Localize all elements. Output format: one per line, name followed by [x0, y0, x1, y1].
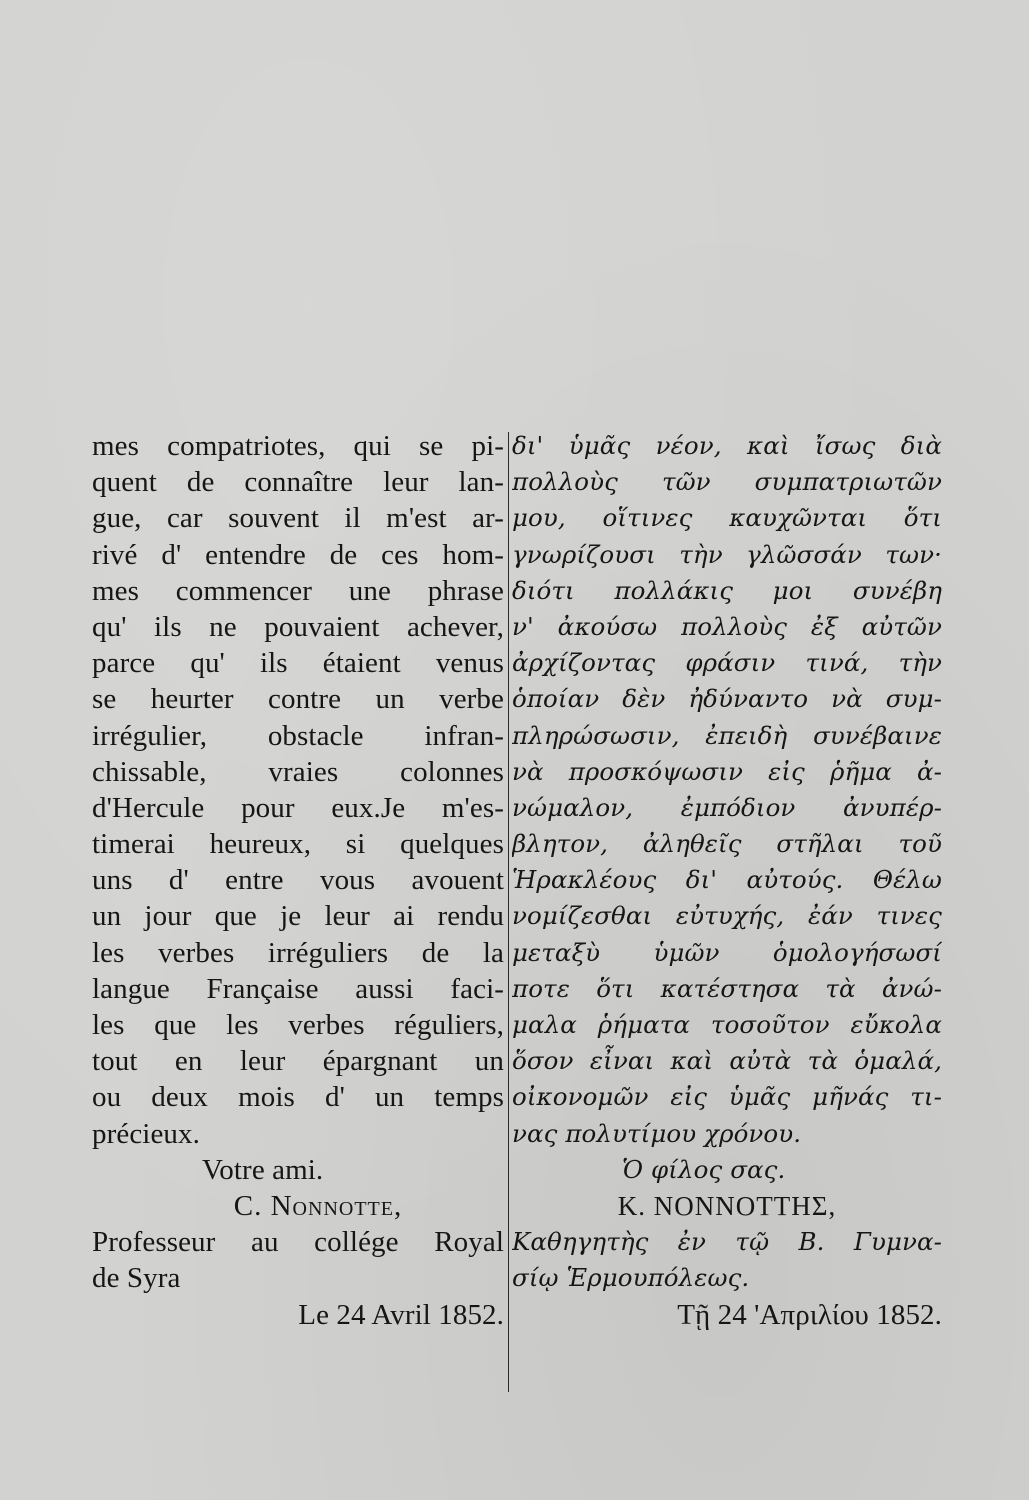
- greek-date: Τῇ 24 'Απριλίου 1852.: [677, 1298, 942, 1331]
- greek-line: μαλα ῥήματα τοσοῦτον εὔκολα: [512, 1010, 942, 1039]
- french-author-title: Professeur au collége Royal: [92, 1226, 504, 1259]
- greek-line: πολλοὺς τῶν συμπατριωτῶν: [512, 467, 942, 497]
- french-line: mes commencer une phrase: [92, 574, 504, 607]
- greek-line: νας πολυτίμου χρόνου.: [512, 1118, 802, 1148]
- french-line: uns d' entre vous avouent: [92, 864, 504, 897]
- french-line: quent de connaître leur lan-: [92, 466, 504, 499]
- greek-line: ὁποίαν δὲν ἠδύναντο νὰ συμ-: [512, 684, 942, 714]
- french-signature: C. Nonnotte,: [233, 1189, 403, 1222]
- french-author-title-cont: de Syra: [92, 1262, 181, 1295]
- greek-line: ποτε ὅτι κατέστησα τὰ ἀνώ-: [512, 973, 942, 1003]
- french-line: se heurter contre un verbe: [92, 683, 504, 716]
- greek-line: γνωρίζουσι τὴν γλῶσσάν των·: [512, 539, 942, 569]
- french-line: ou deux mois d' un temps: [92, 1081, 504, 1114]
- greek-line: μου, οἵτινες καυχῶνται ὅτι: [512, 503, 942, 533]
- french-closing: Votre ami.: [202, 1153, 324, 1186]
- french-line: les que les verbes réguliers,: [92, 1009, 504, 1041]
- greek-line: Ἡρακλέους δι' αὐτούς. Θέλω: [512, 865, 942, 895]
- french-line: rivé d' entendre de ces hom-: [92, 538, 504, 571]
- french-line: précieux.: [92, 1117, 200, 1150]
- greek-signature: Κ. ΝΟΝΝΟΤΤΗΣ,: [617, 1190, 837, 1221]
- french-line: irrégulier, obstacle infran-: [92, 719, 504, 752]
- french-column: [92, 428, 504, 1333]
- greek-line: μεταξὺ ὑμῶν ὁμολογήσωσί: [512, 937, 942, 967]
- greek-author-title-cont: σίῳ Ἑρμουπόλεως.: [512, 1263, 750, 1293]
- greek-line: διότι πολλάκις μοι συνέβη: [512, 575, 942, 605]
- greek-line: ἀρχίζοντας φράσιν τινά, τὴν: [512, 648, 942, 678]
- greek-author-title: Καθηγητὴς ἐν τῷ Β. Γυμνα-: [512, 1227, 942, 1257]
- greek-line: βλητον, ἀληθεῖς στῆλαι τοῦ: [512, 829, 942, 859]
- french-line: parce qu' ils étaient venus: [92, 647, 504, 680]
- greek-column: [512, 428, 942, 1333]
- french-line: tout en leur épargnant un: [92, 1045, 504, 1078]
- french-line: timerai heureux, si quelques: [92, 828, 504, 861]
- greek-line: ὅσον εἶναι καὶ αὐτὰ τὰ ὁμαλά,: [512, 1046, 942, 1076]
- french-line: les verbes irréguliers de la: [92, 936, 504, 969]
- french-date: Le 24 Avril 1852.: [298, 1298, 504, 1331]
- french-line: un jour que je leur ai rendu: [92, 900, 504, 933]
- greek-line: νομίζεσθαι εὐτυχής, ἐάν τινες: [512, 901, 942, 931]
- french-line: gue, car souvent il m'est ar-: [92, 502, 504, 535]
- french-line: langue Française aussi faci-: [92, 972, 504, 1005]
- greek-line: νὰ προσκόψωσιν εἰς ῥῆμα ἀ-: [512, 756, 942, 786]
- french-line: qu' ils ne pouvaient achever,: [92, 610, 504, 643]
- greek-line: οἰκονομῶν εἰς ὑμᾶς μῆνάς τι-: [512, 1082, 942, 1112]
- french-line: mes compatriotes, qui se pi-: [92, 430, 504, 462]
- french-line: d'Hercule pour eux.Je m'es-: [92, 791, 504, 824]
- greek-line: δι' ὑμᾶς νέον, καὶ ἴσως διὰ: [512, 431, 942, 460]
- greek-closing: Ὁ φίλος σας.: [622, 1154, 786, 1184]
- french-line: chissable, vraies colonnes: [92, 755, 504, 788]
- greek-line: νώμαλον, ἐμπόδιον ἀνυπέρ-: [512, 792, 942, 822]
- greek-line: ν' ἀκούσω πολλοὺς ἐξ αὐτῶν: [512, 611, 942, 641]
- column-divider: [508, 432, 509, 1392]
- greek-line: πληρώσωσιν, ἐπειδὴ συνέβαινε: [512, 720, 942, 750]
